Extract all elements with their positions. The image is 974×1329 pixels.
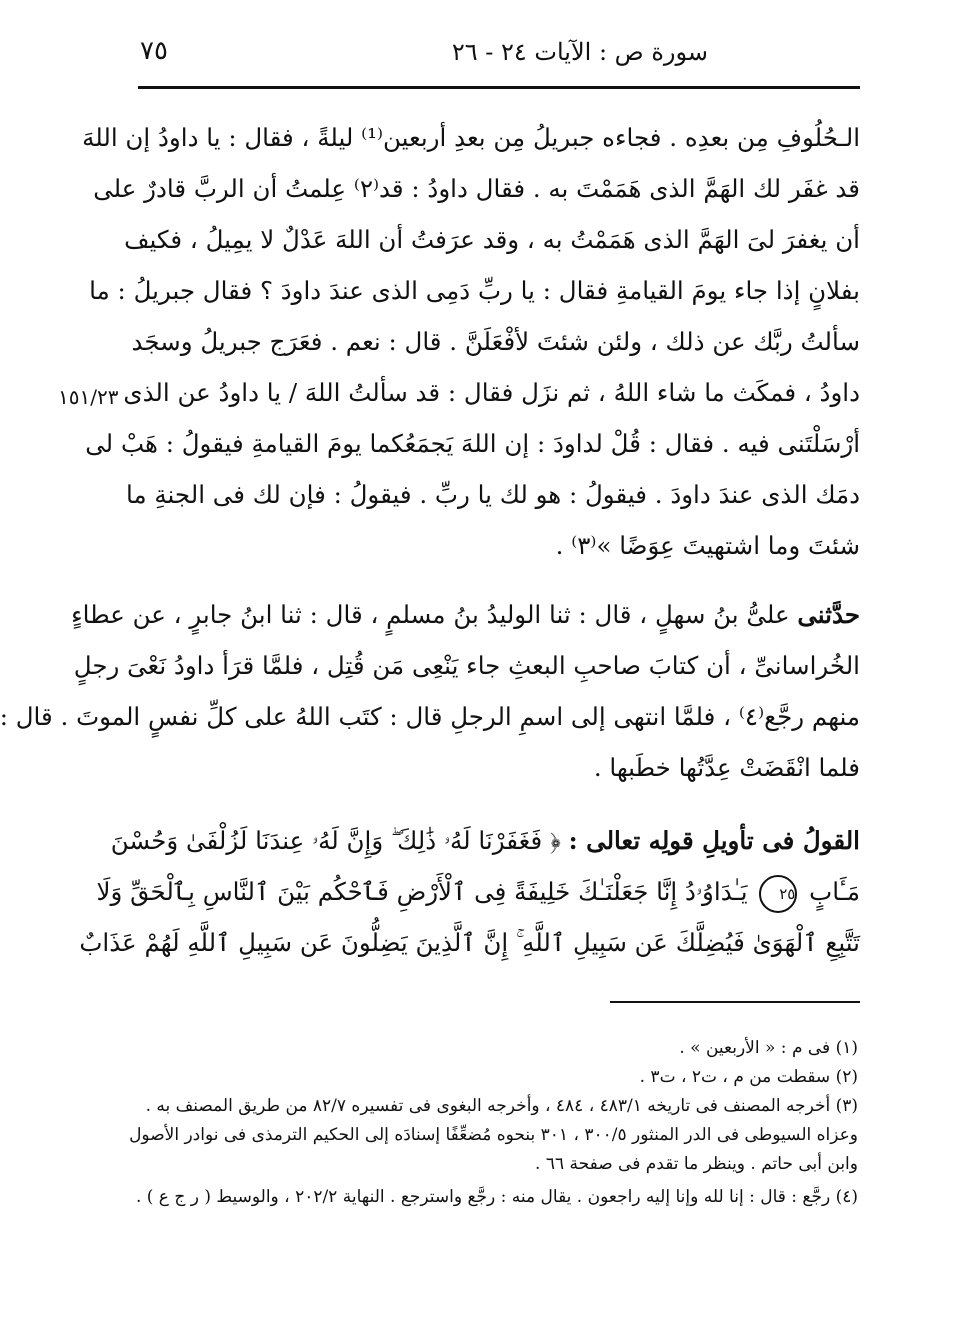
tafsir-heading-line: [110, 815, 860, 866]
ayah-number-marker: ٢٥: [759, 875, 797, 913]
paragraph-2-line: فلما انْقَضَتْ عِدَّتُها خطَبها .: [593, 753, 860, 782]
quran-verse-line: تَتَّبِعِ ٱلْهَوَىٰ فَيُضِلَّكَ عَن سَبِيلِ ٱللَّهِ ۚ إِنَّ ٱلَّذِينَ يَضِلُّونَ عَن سَبِيلِ ٱللَّهِ لَهُمْ عَذَابٌ: [79, 928, 860, 957]
body-line: داودُ ، فمكَث ما شاء اللهُ ، ثم نزَل فقال : قد سألتُ اللهَ / يا داودُ عن الذى: [123, 378, 860, 407]
footnote: (١) فى م : « الأربعين » .: [679, 1038, 858, 1058]
body-line: أن يغفرَ لىَ الهَمَّ الذى هَمَمْتُ به ، وقد عرَفتُ أن اللهَ عَدْلٌ لا يمِيلُ ، فكيف: [124, 225, 860, 254]
footnote: (٢) سقطت من م ، ت٢ ، ت٣ .: [639, 1067, 858, 1087]
quran-verse-text: يَـٰدَاوُۥدُ إِنَّا جَعَلْنَـٰكَ خَلِيفَةً فِى ٱلْأَرْضِ فَٱحْكُم بَيْنَ ٱلنَّاسِ بِٱلْحَقِّ وَلَا: [96, 877, 748, 906]
body-line: أرْسَلْتَنى فيه . فقال : قُلْ لداودَ : إن اللهَ يَجمَعُكما يومَ القيامةِ فيقولُ : هَبْ لى: [85, 429, 860, 458]
page-number: ٧٥: [140, 36, 168, 66]
quran-verse-text: مَـَٔابٍ: [809, 877, 860, 906]
running-title: سورة ص : الآيات ٢٤ - ٢٦: [451, 38, 708, 66]
body-line: سألتُ ربَّك عن ذلك ، ولئن شئتَ لأفْعَلَنَّ . قال : نعم . فعَرَج جبريلُ وسجَد: [131, 327, 860, 356]
quran-verse-text: ﴿ فَغَفَرْنَا لَهُۥ ذَٰلِكَ ۖ وَإِنَّ لَهُۥ عِندَنَا لَزُلْفَىٰ وَحُسْنَ: [110, 826, 561, 855]
footnote-rule: [610, 1001, 860, 1003]
quran-verse-line: [96, 866, 860, 917]
page-header: [140, 36, 858, 76]
footnotes: [129, 1034, 858, 1212]
footnote: (٣) أخرجه المصنف فى تاريخه ٤٨٣/١ ، ٤٨٤ ، وأخرجه البغوى فى تفسيره ٨٢/٧ من طريق المصنف به .: [145, 1096, 858, 1116]
paragraph-2-line: [71, 589, 860, 640]
header-rule: [138, 86, 860, 89]
footnote-continuation: وابن أبى حاتم . وينظر ما تقدم فى صفحة ٦٦ .: [535, 1154, 858, 1174]
paragraph-2-line: الخُراسانىِّ ، أن كتابَ صاحبِ البعثِ جاء يَنْعِى مَن قُتِل ، فلمَّا قرَأ داودُ نَعْىَ رجلٍ: [73, 651, 860, 680]
paragraph-2-text: علىُّ بنُ سهلٍ ، قال : ثنا الوليدُ بنُ مسلمٍ ، قال : ثنا ابنُ جابرٍ ، عن عطاءٍ: [71, 600, 790, 629]
body-line: دمَك الذى عندَ داودَ . فيقولُ : هو لك يا ربِّ . فيقولُ : فإن لك فى الجنةِ ما: [126, 480, 860, 509]
tafsir-heading: القولُ فى تأويلِ قولِه تعالى :: [568, 826, 860, 855]
footnote-continuation: وعزاه السيوطى فى الدر المنثور ٣٠٠/٥ ، ٣٠١ بنحوه مُضعِّفًا إسنادَه إلى الحكيم الترمذى فى نوادر الأصول: [129, 1125, 858, 1145]
footnote: (٤) رجَّع : قال : إنا لله وإنا إليه راجعون . يقال منه : رجَّع واسترجع . النهاية ٢٠٢/٢ ، والوسيط ( ر ج ع ) .: [135, 1187, 858, 1207]
paragraph-2-line: منهم رجَّع⁽٤⁾ ، فلمَّا انتهى إلى اسمِ الرجلِ قال : كتَب اللهُ على كلِّ نفسٍ الموتَ . قال :: [0, 702, 860, 731]
body-line: قد غفَر لك الهَمَّ الذى هَمَمْتَ به . فقال داودُ : قد⁽٢⁾ عِلمتُ أن الربَّ قادرٌ على: [93, 174, 860, 203]
body-line: الـحُلُوفِ مِن بعدِه . فجاءه جبريلُ مِن بعدِ أربعين⁽¹⁾ ليلةً ، فقال : يا داودُ إن اللهَ: [82, 123, 860, 152]
body-line: شئتَ وما اشتهيتَ عِوَضًا »⁽٣⁾ .: [555, 531, 860, 560]
margin-reference: ١٥١/٢٣: [58, 385, 119, 409]
hadith-lead: حدَّثنى: [797, 600, 860, 629]
body-line: بفلانٍ إذا جاء يومَ القيامةِ فقال : يا ربِّ دَمِى الذى عندَ داودَ ؟ فقال جبريلُ : ما: [89, 276, 860, 305]
